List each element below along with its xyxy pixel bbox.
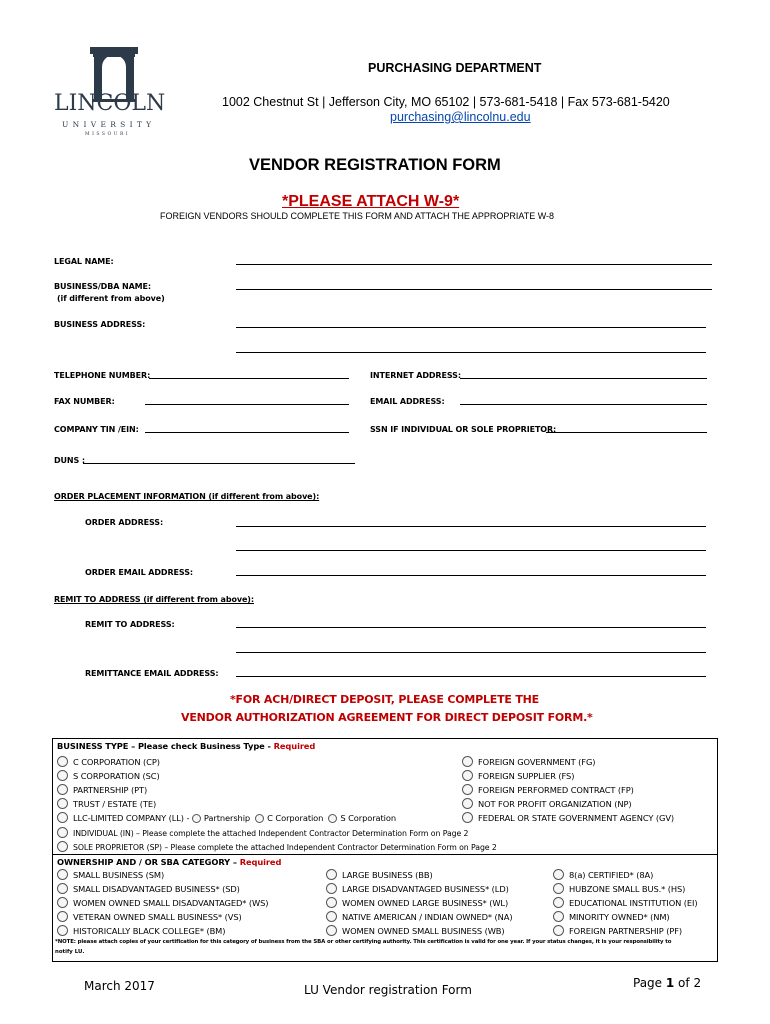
radio-icon[interactable]	[553, 883, 564, 894]
footer-page	[633, 976, 701, 990]
business-address-label: BUSINESS ADDRESS:	[54, 320, 146, 329]
telephone-label: TELEPHONE NUMBER:	[54, 371, 151, 380]
own-option-ei[interactable]: EDUCATIONAL INSTITUTION (EI)	[553, 897, 698, 908]
business-dba-field[interactable]	[236, 289, 712, 290]
radio-icon[interactable]	[553, 911, 564, 922]
own-option-bm[interactable]: HISTORICALLY BLACK COLLEGE* (BM)	[57, 925, 225, 936]
radio-icon[interactable]	[462, 756, 473, 767]
bt-option-gv[interactable]: FEDERAL OR STATE GOVERNMENT AGENCY (GV)	[462, 812, 674, 823]
radio-icon[interactable]	[57, 911, 68, 922]
tin-field[interactable]	[145, 432, 349, 433]
department-name: PURCHASING DEPARTMENT	[368, 61, 542, 75]
university-logo	[52, 45, 172, 145]
page-total: 2	[693, 976, 702, 990]
order-heading: ORDER PLACEMENT INFORMATION (if different from above):	[54, 492, 320, 501]
bt-option-cp[interactable]: C CORPORATION (CP)	[57, 756, 160, 767]
remit-heading: REMIT TO ADDRESS (if different from above):	[54, 595, 254, 604]
order-email-field[interactable]	[236, 575, 706, 576]
own-option-ws[interactable]: WOMEN OWNED SMALL DISADVANTAGED* (WS)	[57, 897, 268, 908]
business-type-heading-text: BUSINESS TYPE – Please check Business Type -	[57, 741, 274, 751]
order-email-label: ORDER EMAIL ADDRESS:	[85, 568, 193, 577]
if-different-label: (if different from above)	[57, 294, 165, 303]
page-prefix: Page	[633, 976, 666, 990]
fax-label: FAX NUMBER:	[54, 397, 115, 406]
bt-option-in[interactable]: INDIVIDUAL (IN) – Please complete the attached Independent Contractor Determination Form on Page 2	[57, 827, 468, 838]
order-address-label: ORDER ADDRESS:	[85, 518, 164, 527]
page-mid: of	[674, 976, 694, 990]
radio-icon[interactable]	[57, 897, 68, 908]
order-address-field-1[interactable]	[236, 526, 706, 527]
radio-icon[interactable]	[57, 869, 68, 880]
radio-icon[interactable]	[57, 784, 68, 795]
remit-address-label: REMIT TO ADDRESS:	[85, 620, 175, 629]
business-dba-label: BUSINESS/DBA NAME:	[54, 282, 152, 291]
own-option-sm[interactable]: SMALL BUSINESS (SM)	[57, 869, 164, 880]
tin-label: COMPANY TIN /EIN:	[54, 425, 139, 434]
bt-option-sc[interactable]: S CORPORATION (SC)	[57, 770, 160, 781]
department-email-link[interactable]: purchasing@lincolnu.edu	[390, 110, 531, 124]
legal-name-field[interactable]	[236, 264, 712, 265]
own-option-wl[interactable]: WOMEN OWNED LARGE BUSINESS* (WL)	[326, 897, 508, 908]
department-address: 1002 Chestnut St | Jefferson City, MO 65102 | 573-681-5418 | Fax 573-681-5420	[222, 95, 670, 109]
bt-option-fg[interactable]: FOREIGN GOVERNMENT (FG)	[462, 756, 595, 767]
radio-icon[interactable]	[57, 798, 68, 809]
own-option-8a[interactable]: 8(a) CERTIFIED* (8A)	[553, 869, 653, 880]
logo-sub: UNIVERSITY	[62, 120, 156, 129]
certification-note-line2: notify LU.	[55, 949, 85, 955]
bt-option-ll[interactable]: LLC-LIMITED COMPANY (LL) - Partnership C Corporation S Corporation	[57, 812, 396, 823]
bt-option-np[interactable]: NOT FOR PROFIT ORGANIZATION (NP)	[462, 798, 632, 809]
radio-icon[interactable]	[326, 925, 337, 936]
own-option-na[interactable]: NATIVE AMERICAN / INDIAN OWNED* (NA)	[326, 911, 512, 922]
bt-option-fp[interactable]: FOREIGN PERFORMED CONTRACT (FP)	[462, 784, 634, 795]
radio-icon[interactable]	[192, 814, 201, 823]
own-option-nm[interactable]: MINORITY OWNED* (NM)	[553, 911, 670, 922]
own-option-wb[interactable]: WOMEN OWNED SMALL BUSINESS (WB)	[326, 925, 505, 936]
radio-icon[interactable]	[326, 883, 337, 894]
ach-notice-line2: VENDOR AUTHORIZATION AGREEMENT FOR DIRECT DEPOSIT FORM.*	[181, 711, 593, 724]
own-option-sd[interactable]: SMALL DISADVANTAGED BUSINESS* (SD)	[57, 883, 240, 894]
radio-icon[interactable]	[326, 869, 337, 880]
radio-icon[interactable]	[57, 925, 68, 936]
radio-icon[interactable]	[57, 883, 68, 894]
bt-option-te[interactable]: TRUST / ESTATE (TE)	[57, 798, 156, 809]
remit-email-label: REMITTANCE EMAIL ADDRESS:	[85, 669, 219, 678]
internet-label: INTERNET ADDRESS:	[370, 371, 461, 380]
own-option-bb[interactable]: LARGE BUSINESS (BB)	[326, 869, 433, 880]
business-address-field-2[interactable]	[236, 352, 706, 353]
ownership-heading-text: OWNERSHIP AND / OR SBA CATEGORY –	[57, 857, 240, 867]
radio-icon[interactable]	[462, 812, 473, 823]
remit-email-field[interactable]	[236, 676, 706, 677]
telephone-field[interactable]	[149, 378, 349, 379]
radio-icon[interactable]	[462, 770, 473, 781]
radio-icon[interactable]	[462, 798, 473, 809]
radio-icon[interactable]	[553, 869, 564, 880]
certification-note-line1: *NOTE: please attach copies of your certification for this category of business from the SBA or other certifying authority. This certification is valid for one year. If your status changes, it is your responsibility to	[55, 939, 672, 945]
bt-option-fs[interactable]: FOREIGN SUPPLIER (FS)	[462, 770, 574, 781]
foreign-vendor-note: FOREIGN VENDORS SHOULD COMPLETE THIS FORM AND ATTACH THE APPROPRIATE W-8	[160, 211, 555, 221]
logo-name: LINCOLN	[54, 91, 166, 116]
business-address-field-1[interactable]	[236, 327, 706, 328]
radio-icon[interactable]	[57, 812, 68, 823]
fax-field[interactable]	[145, 404, 349, 405]
business-type-required: Required	[273, 741, 316, 751]
attach-w9-notice: *PLEASE ATTACH W-9*	[282, 193, 460, 210]
duns-label: DUNS :	[54, 456, 85, 465]
ach-notice-line1: *FOR ACH/DIRECT DEPOSIT, PLEASE COMPLETE THE	[230, 693, 539, 706]
business-type-heading	[57, 741, 315, 751]
own-option-pf[interactable]: FOREIGN PARTNERSHIP (PF)	[553, 925, 682, 936]
remit-address-field-2[interactable]	[236, 652, 706, 653]
ssn-label: SSN IF INDIVIDUAL OR SOLE PROPRIETOR:	[370, 425, 557, 434]
own-option-hs[interactable]: HUBZONE SMALL BUS.* (HS)	[553, 883, 685, 894]
own-option-vs[interactable]: VETERAN OWNED SMALL BUSINESS* (VS)	[57, 911, 242, 922]
page-number: 1	[665, 976, 675, 990]
email-label: EMAIL ADDRESS:	[370, 397, 445, 406]
ownership-required: Required	[239, 857, 282, 867]
radio-icon[interactable]	[57, 756, 68, 767]
radio-icon[interactable]	[328, 814, 337, 823]
form-title: VENDOR REGISTRATION FORM	[249, 156, 501, 174]
internet-field[interactable]	[460, 378, 707, 379]
bt-option-pt[interactable]: PARTNERSHIP (PT)	[57, 784, 147, 795]
radio-icon[interactable]	[57, 827, 68, 838]
legal-name-label: LEGAL NAME:	[54, 257, 114, 266]
radio-icon[interactable]	[57, 770, 68, 781]
radio-icon[interactable]	[326, 911, 337, 922]
remit-address-field-1[interactable]	[236, 627, 706, 628]
footer-date: March 2017	[84, 979, 155, 993]
order-address-field-2[interactable]	[236, 550, 706, 551]
radio-icon[interactable]	[462, 784, 473, 795]
radio-icon[interactable]	[255, 814, 264, 823]
radio-icon[interactable]	[326, 897, 337, 908]
radio-icon[interactable]	[57, 841, 68, 852]
radio-icon[interactable]	[553, 925, 564, 936]
email-field[interactable]	[460, 404, 707, 405]
radio-icon[interactable]	[553, 897, 564, 908]
footer-title: LU Vendor registration Form	[304, 983, 472, 997]
own-option-ld[interactable]: LARGE DISADVANTAGED BUSINESS* (LD)	[326, 883, 509, 894]
duns-field[interactable]	[83, 463, 355, 464]
logo-state: MISSOURI	[85, 132, 131, 137]
ownership-heading	[57, 857, 281, 867]
bt-option-sp[interactable]: SOLE PROPRIETOR (SP) – Please complete the attached Independent Contractor Determination Form on Page 2	[57, 841, 497, 852]
ssn-field[interactable]	[546, 432, 707, 433]
